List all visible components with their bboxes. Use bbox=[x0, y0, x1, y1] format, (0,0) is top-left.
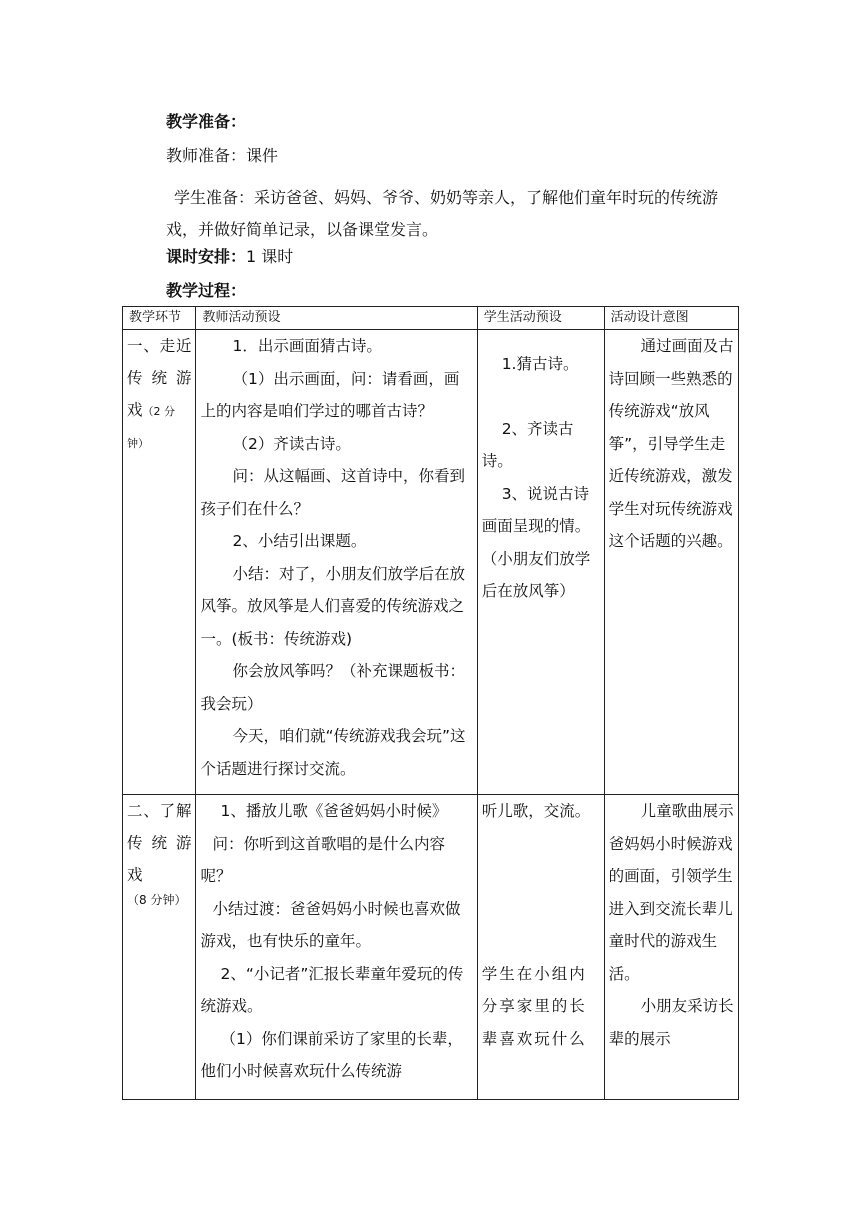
lesson-plan-table bbox=[122, 306, 739, 1100]
schedule-label: 课时安排： bbox=[166, 247, 247, 266]
intent-text: 小朋友采访长辈的展示 bbox=[608, 997, 734, 1048]
stage-cell bbox=[123, 330, 196, 795]
intent-text: 儿童歌曲展示爸妈妈小时候游戏的画面，引领学生进入到交流长辈儿童时代的游戏生活。 bbox=[608, 802, 734, 983]
header-intent: 活动设计意图 bbox=[604, 307, 738, 330]
student-step: 学生在小组内分享家里的长辈喜欢玩什么 bbox=[481, 964, 587, 1048]
teacher-step: 1、播放儿歌《爸爸妈妈小时候》 bbox=[220, 802, 448, 820]
intent-cell bbox=[604, 795, 738, 1100]
teacher-step: 问：从这幅画、这首诗中，你看到孩子们在什么？ bbox=[200, 467, 465, 518]
stage-line: 戏（2 分钟） bbox=[127, 401, 176, 450]
intent-text: 通过画面及古诗回顾一些熟悉的传统游戏“放风筝”，引导学生走近传统游戏，激发学生对玩传统游戏这个话题的兴趣。 bbox=[608, 337, 734, 550]
teacher-step: 1．出示画面猜古诗。 bbox=[232, 337, 382, 355]
stage-line: 传统游 bbox=[127, 834, 192, 852]
stage-line: 一、走近 bbox=[127, 337, 192, 355]
teacher-step: 问：你听到这首歌唱的是什么内容呢？ bbox=[200, 834, 445, 885]
teacher-cell bbox=[196, 330, 477, 795]
student-step: 2、齐读古诗。 bbox=[481, 419, 574, 470]
header-teacher: 教师活动预设 bbox=[196, 307, 477, 330]
stage-line: 传统游 bbox=[127, 369, 192, 387]
student-cell bbox=[477, 795, 604, 1100]
table-header-row bbox=[123, 307, 739, 330]
process-title: 教学过程： bbox=[166, 281, 247, 300]
teacher-step: 今天，咱们就“传统游戏我会玩”这个话题进行探讨交流。 bbox=[200, 727, 466, 778]
schedule-value: 1 课时 bbox=[246, 247, 294, 266]
table-row bbox=[123, 330, 739, 795]
stage-line: 二、了解 bbox=[127, 802, 192, 820]
stage-cell bbox=[123, 795, 196, 1100]
student-step: 听儿歌，交流。 bbox=[481, 802, 591, 820]
teacher-step: 2、小结引出课题。 bbox=[232, 532, 367, 550]
teacher-step: 2、“小记者”汇报长辈童年爱玩的传统游戏。 bbox=[200, 964, 464, 1015]
intent-cell bbox=[604, 330, 738, 795]
header-student: 学生活动预设 bbox=[477, 307, 604, 330]
stage-time: （2 分钟） bbox=[127, 405, 176, 450]
student-prep: 学生准备：采访爸爸、妈妈、爷爷、奶奶等亲人，了解他们童年时玩的传统游戏，并做好简单记录，以备课堂发言。 bbox=[166, 188, 719, 239]
teacher-step: 小结过渡：爸爸妈妈小时候也喜欢做游戏，也有快乐的童年。 bbox=[200, 899, 461, 950]
student-step: 1.猜古诗。 bbox=[501, 355, 579, 373]
stage-line: 戏 bbox=[127, 866, 143, 884]
teacher-step: 你会放风筝吗？（补充课题板书：我会玩） bbox=[200, 662, 465, 713]
teacher-prep: 教师准备：课件 bbox=[166, 146, 279, 165]
student-step: 3、说说古诗画面呈现的情。（小朋友们放学后在放风筝） bbox=[481, 484, 591, 600]
teacher-step: （1）出示画面，问：请看画，画上的内容是咱们学过的哪首古诗？ bbox=[200, 369, 460, 420]
header-stage: 教学环节 bbox=[123, 307, 196, 330]
schedule bbox=[166, 247, 293, 267]
teacher-step: （1）你们课前采访了家里的长辈，他们小时候喜欢玩什么传统游 bbox=[200, 1029, 463, 1080]
student-cell bbox=[477, 330, 604, 795]
stage-time: （8 分钟） bbox=[127, 893, 187, 907]
prep-title: 教学准备： bbox=[166, 112, 247, 131]
teacher-step: （2）齐读古诗。 bbox=[232, 434, 351, 453]
teacher-cell bbox=[196, 795, 477, 1100]
teacher-step: 小结：对了，小朋友们放学后在放风筝。放风筝是人们喜爱的传统游戏之一。(板书：传统游戏) bbox=[200, 564, 465, 648]
table-row bbox=[123, 795, 739, 1100]
